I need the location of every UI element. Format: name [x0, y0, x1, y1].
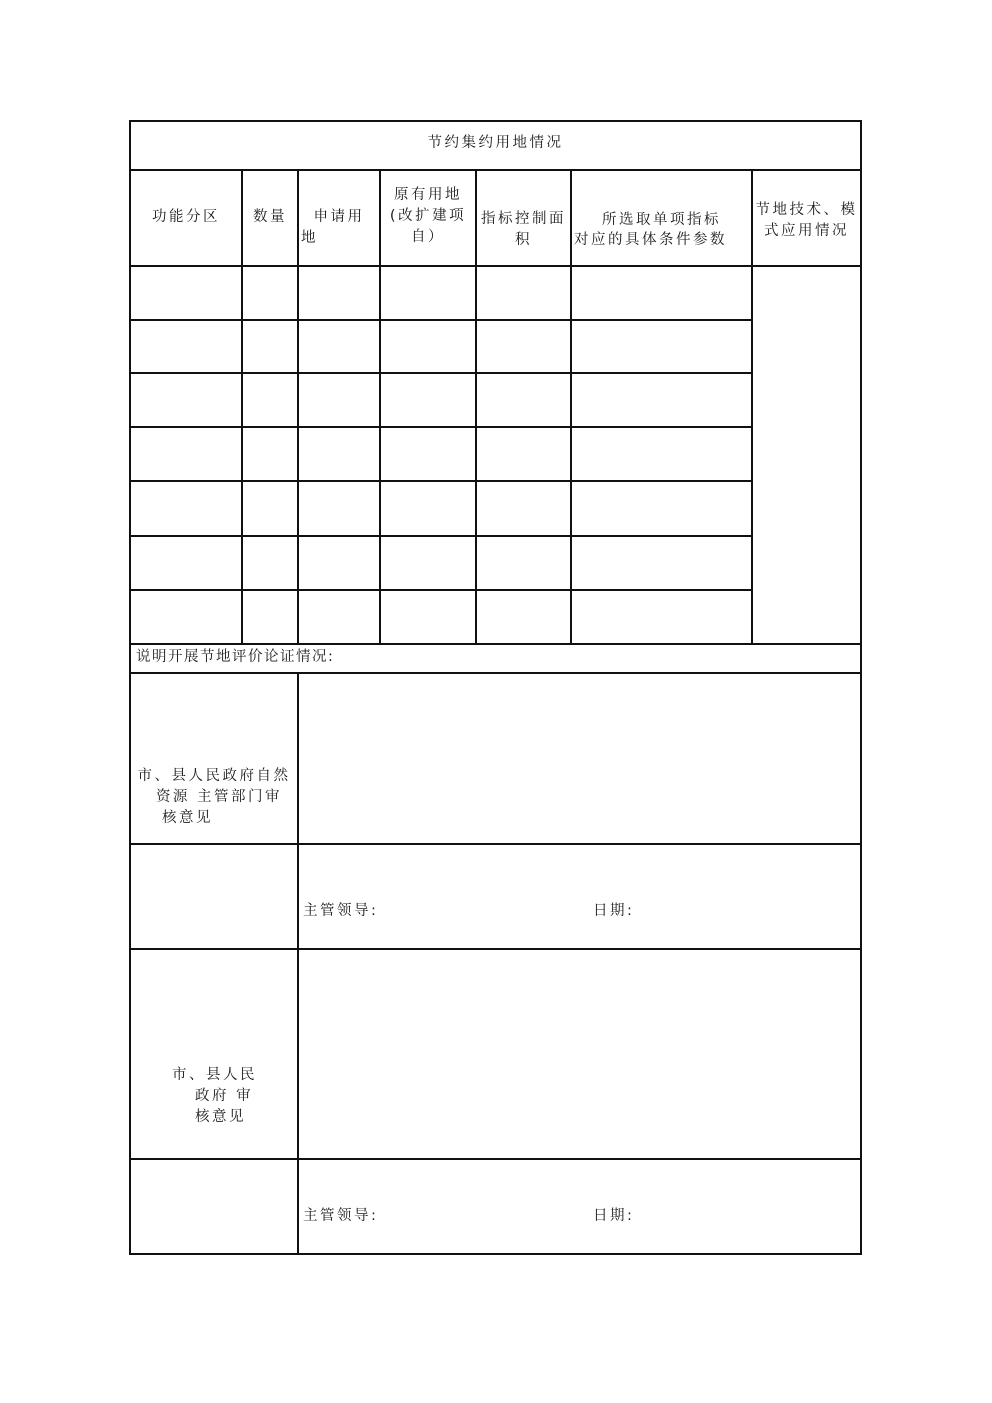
table-border-left [129, 120, 131, 1255]
table-rule [129, 589, 753, 591]
header-quantity: 数量 [253, 209, 287, 225]
review1-label-line2: 资源 主管部门审 [155, 789, 283, 805]
table-border-top [129, 120, 862, 122]
column-divider [297, 169, 299, 645]
column-divider [241, 169, 243, 645]
header-selected-params-line2: 对应的具体条件参数 [574, 232, 727, 248]
header-function-zone: 功能分区 [152, 209, 220, 225]
column-divider [570, 169, 572, 645]
review1-label-line1: 市、县人民政府自然 [137, 768, 291, 784]
header-original-land-line2: (改扩建项 [389, 208, 467, 224]
review2-label-line1: 市、县人民 [172, 1067, 257, 1083]
explanation-label: 说明开展节地评价论证情况: [136, 649, 335, 665]
table-rule [129, 372, 753, 374]
table-title: 节约集约用地情况 [427, 135, 564, 151]
review1-date-label: 日期: [593, 903, 635, 919]
table-rule [129, 480, 753, 482]
table-rule [129, 843, 862, 845]
review2-date-label: 日期: [593, 1208, 635, 1224]
review1-label-line3: 核意见 [162, 810, 213, 826]
header-index-area-line1: 指标控制面 [481, 211, 566, 227]
table-rule [129, 1158, 862, 1160]
table-border-bottom [129, 1253, 862, 1255]
review-column-divider [297, 672, 299, 1255]
header-selected-params-line1: 所选取单项指标 [602, 212, 721, 228]
table-rule [129, 948, 862, 950]
table-rule [129, 672, 862, 674]
table-border-right [860, 120, 862, 1255]
table-rule [129, 319, 753, 321]
review1-leader-label: 主管领导: [303, 903, 379, 919]
review2-label-line3: 核意见 [195, 1109, 246, 1125]
header-original-land-line1: 原有用地 [394, 187, 462, 203]
header-apply-land-line2: 地 [301, 230, 318, 246]
header-index-area-line2: 积 [515, 232, 532, 248]
header-tech-mode-line2: 式应用情况 [764, 223, 849, 239]
table-rule [129, 535, 753, 537]
review2-leader-label: 主管领导: [303, 1208, 379, 1224]
header-apply-land-line1: 申请用 [313, 209, 365, 225]
review2-label-line2: 政府 审 [195, 1088, 254, 1104]
header-original-land-line3: 自） [411, 229, 445, 245]
table-rule [129, 426, 753, 428]
header-tech-mode-line1: 节地技术、模 [755, 202, 858, 218]
